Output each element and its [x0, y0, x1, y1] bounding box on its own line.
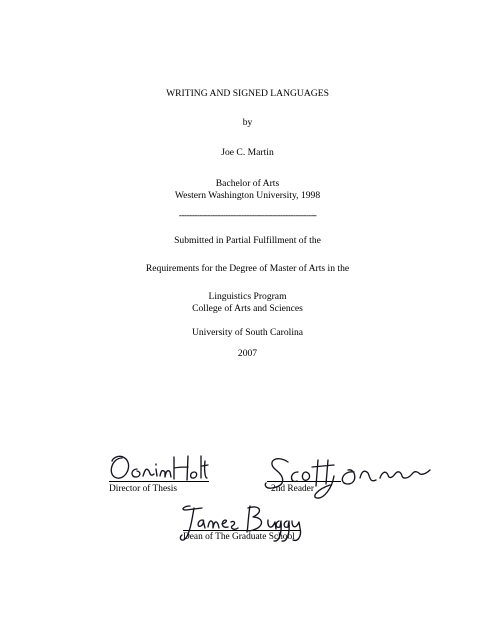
dean-label: Dean of The Graduate School [183, 532, 295, 542]
thesis-title: WRITING AND SIGNED LANGUAGES [166, 88, 329, 99]
author-name: Joe C. Martin [221, 147, 274, 158]
divider: ----------------------------------------------------- [178, 210, 317, 221]
prior-degree: Bachelor of Arts [215, 178, 280, 189]
director-label: Director of Thesis [109, 484, 178, 494]
requirements-statement: Requirements for the Degree of Master of Arts in the [145, 263, 350, 274]
program-name: Linguistics Program [208, 291, 287, 302]
dean-signature [178, 498, 308, 548]
prior-degree-school: Western Washington University, 1998 [174, 190, 321, 201]
reader-label: 2nd Reader [271, 484, 314, 494]
director-signature [108, 452, 208, 486]
college-name: College of Arts and Sciences [192, 303, 303, 314]
submitted-statement: Submitted in Partial Fulfillment of the [174, 235, 321, 246]
university-name: University of South Carolina [191, 327, 304, 338]
year: 2007 [237, 348, 258, 359]
by-line: by [242, 117, 253, 128]
